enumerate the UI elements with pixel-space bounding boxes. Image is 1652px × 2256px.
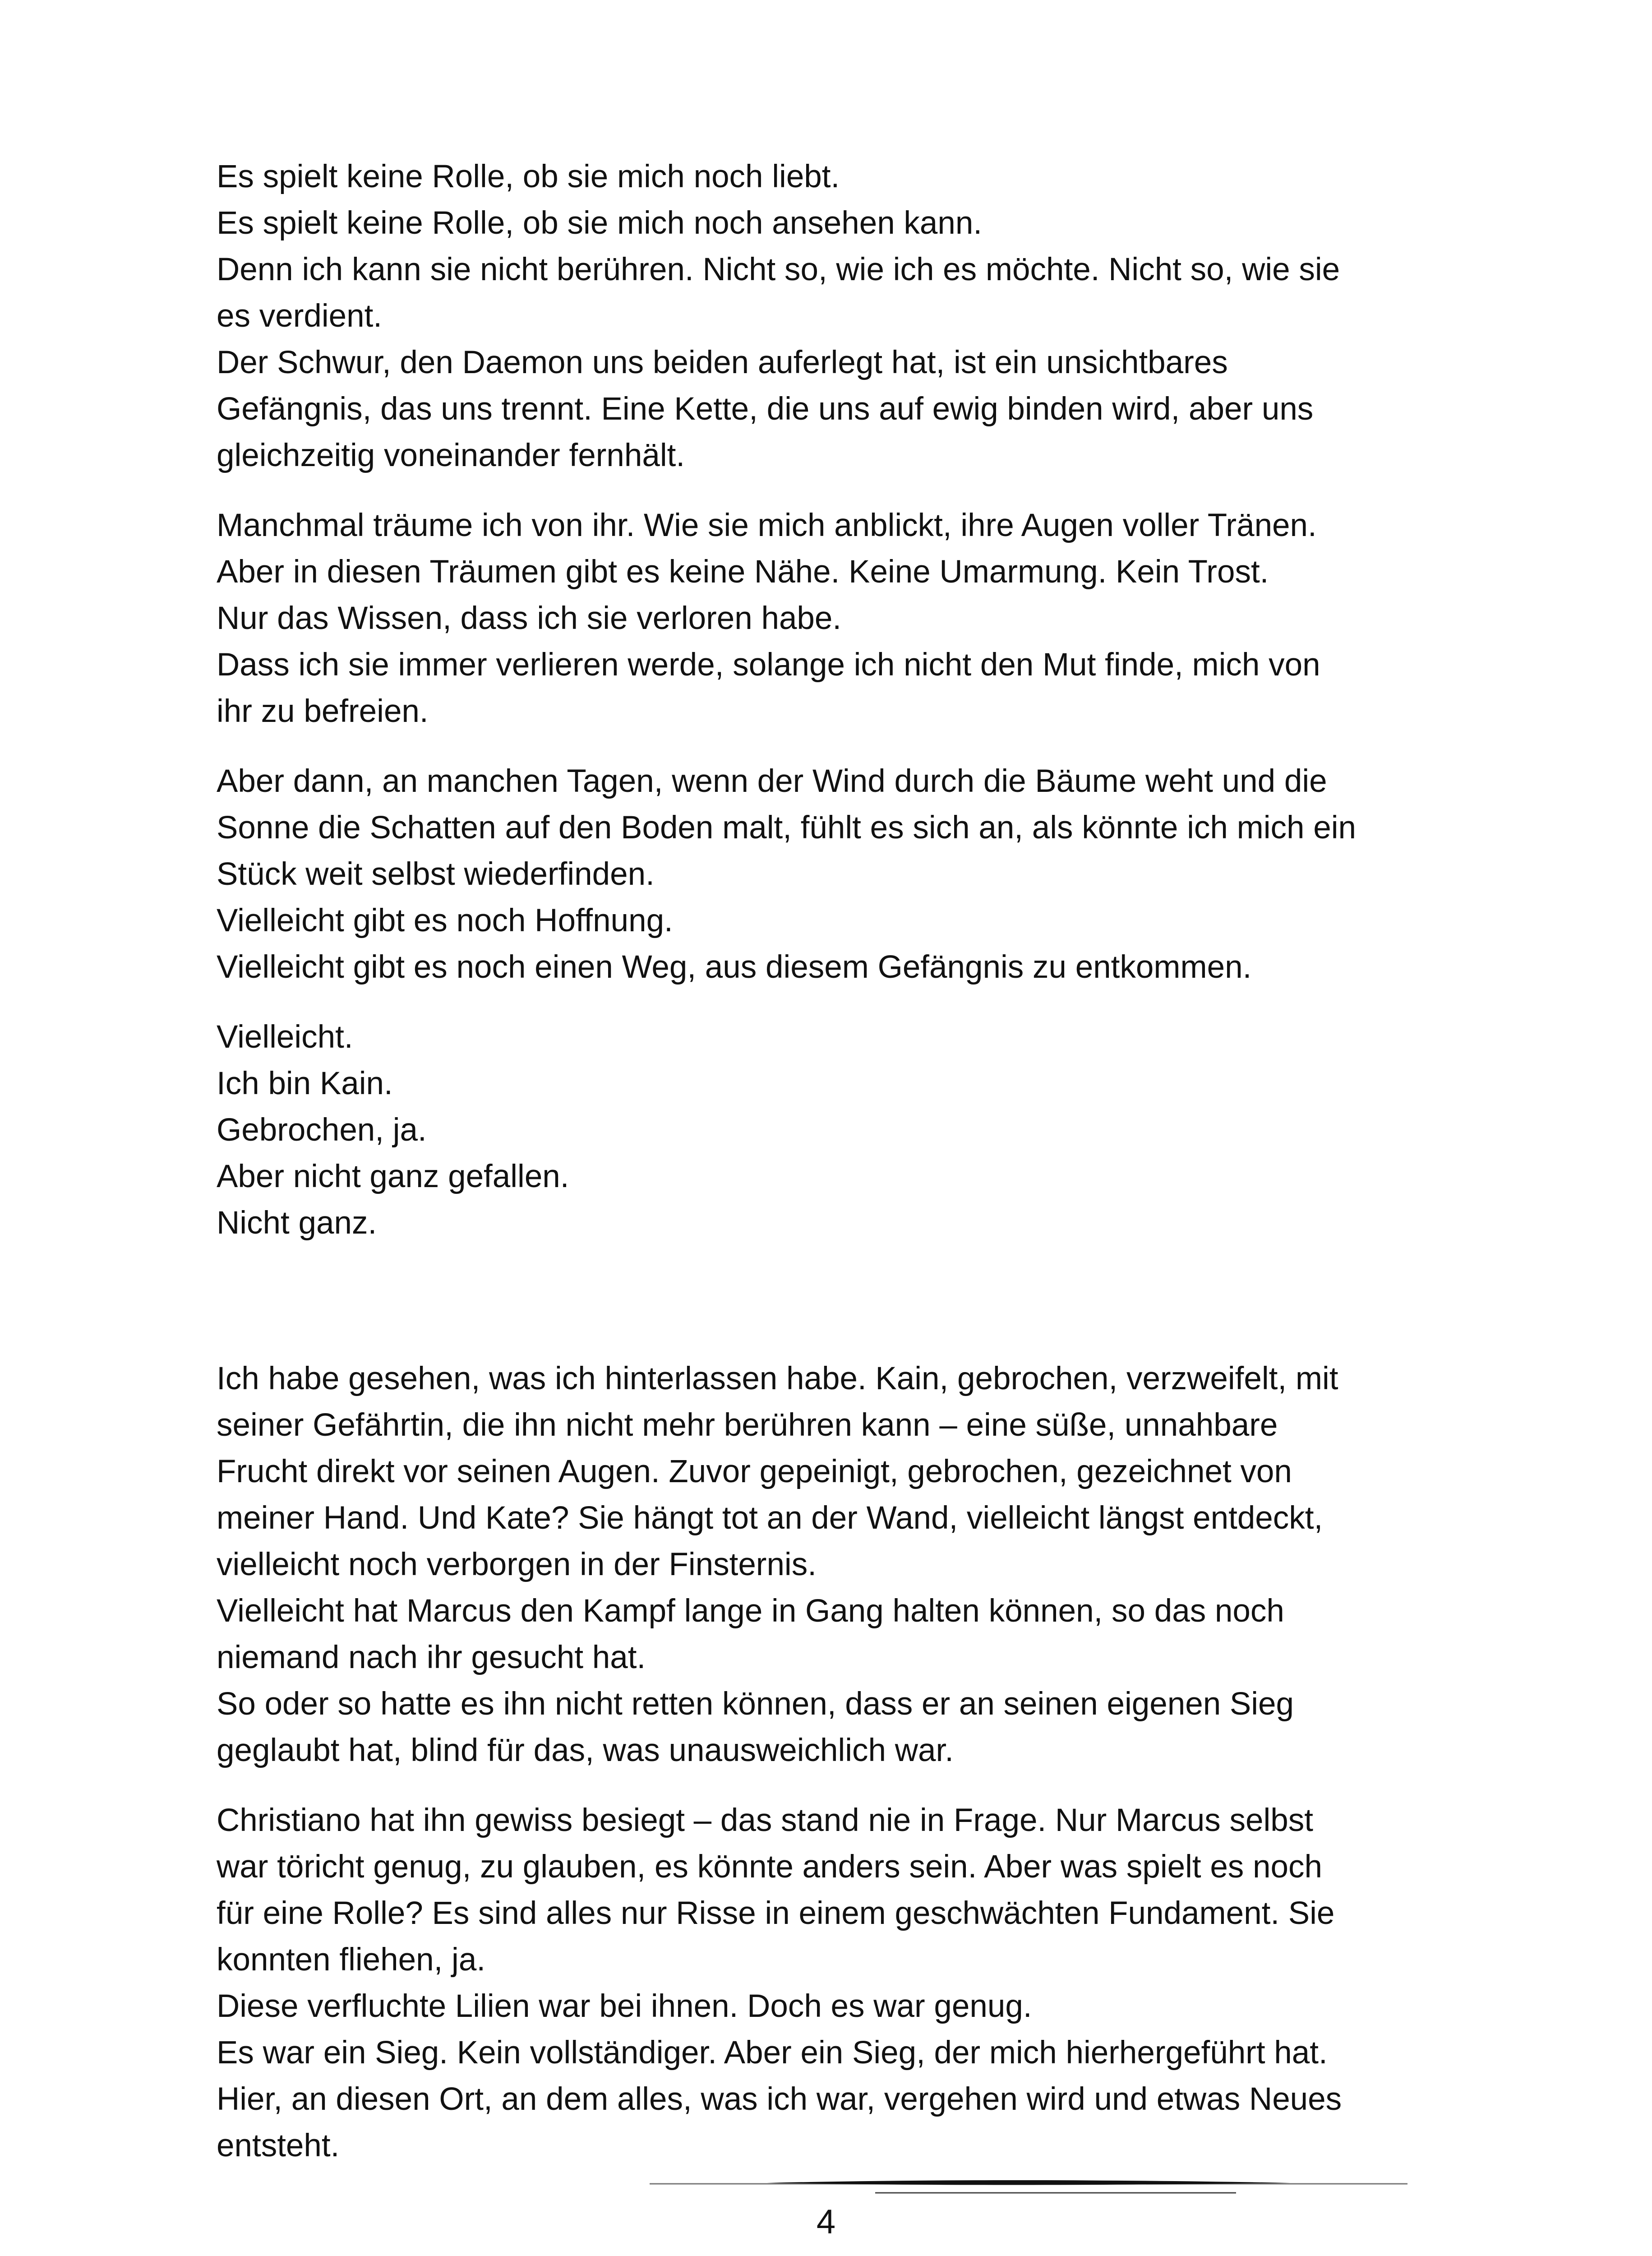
text-line: Manchmal träume ich von ihr. Wie sie mich anblickt, ihre Augen voller Tränen. [217,508,1317,543]
text-line: Nicht ganz. [217,1205,377,1241]
paragraph [217,1797,1453,2169]
text-line: seiner Gefährtin, die ihn nicht mehr berühren kann – eine süße, unnahbare [217,1407,1278,1443]
text-line: Der Schwur, den Daemon uns beiden auferlegt hat, ist ein unsichtbares [217,345,1228,380]
text-line: vielleicht noch verborgen in der Finsternis. [217,1547,817,1582]
text-line: Sonne die Schatten auf den Boden malt, fühlt es sich an, als könnte ich mich ein [217,810,1357,846]
text-line: war töricht genug, zu glauben, es könnte anders sein. Aber was spielt es noch [217,1849,1322,1885]
text-line: Vielleicht gibt es noch Hoffnung. [217,903,673,938]
text-line: konnten fliehen, ja. [217,1942,486,1978]
text-line: Hier, an diesen Ort, an dem alles, was ich war, vergehen wird und etwas Neues [217,2081,1342,2117]
text-line: Aber nicht ganz gefallen. [217,1159,569,1194]
text-line: Ich bin Kain. [217,1066,393,1101]
text-line: Frucht direkt vor seinen Augen. Zuvor gepeinigt, gebrochen, gezeichnet von [217,1454,1292,1489]
text-line: Gefängnis, das uns trennt. Eine Kette, die uns auf ewig binden wird, aber uns [217,391,1314,427]
text-line: Christiano hat ihn gewiss besiegt – das stand nie in Frage. Nur Marcus selbst [217,1803,1313,1838]
text-line: entsteht. [217,2128,340,2164]
text-line: geglaubt hat, blind für das, was unausweichlich war. [217,1733,954,1768]
text-line: Aber in diesen Träumen gibt es keine Nähe. Keine Umarmung. Kein Trost. [217,554,1269,590]
text-line: Vielleicht. [217,1019,353,1055]
paragraph [217,502,1453,735]
text-line: Diese verfluchte Lilien war bei ihnen. Doch es war genug. [217,1988,1032,2024]
text-line: meiner Hand. Und Kate? Sie hängt tot an der Wand, vielleicht längst entdeckt, [217,1500,1323,1536]
text-line: Es war ein Sieg. Kein vollständiger. Aber ein Sieg, der mich hierhergeführt hat. [217,2035,1328,2071]
footer-ornament-rule [650,2175,1407,2197]
paragraph [217,153,1453,479]
text-line: es verdient. [217,298,383,334]
text-line: Denn ich kann sie nicht berühren. Nicht so, wie ich es möchte. Nicht so, wie sie [217,252,1340,287]
paragraph [217,1355,1453,1774]
text-line: So oder so hatte es ihn nicht retten können, dass er an seinen eigenen Sieg [217,1686,1294,1722]
paragraph [217,1014,1453,1246]
text-line: Aber dann, an manchen Tagen, wenn der Wind durch die Bäume weht und die [217,763,1327,799]
text-line: Nur das Wissen, dass ich sie verloren habe. [217,601,842,636]
text-line: Dass ich sie immer verlieren werde, solange ich nicht den Mut finde, mich von [217,647,1320,683]
text-line: Vielleicht hat Marcus den Kampf lange in Gang halten können, so das noch [217,1593,1284,1629]
text-line: für eine Rolle? Es sind alles nur Risse in einem geschwächten Fundament. Sie [217,1895,1335,1931]
text-line: niemand nach ihr gesucht hat. [217,1640,646,1675]
page-number: 4 [816,2203,836,2241]
text-line: Ich habe gesehen, was ich hinterlassen habe. Kain, gebrochen, verzweifelt, mit [217,1361,1338,1396]
text-line: Gebrochen, ja. [217,1112,427,1148]
document-page [217,153,1453,2192]
section-break [217,1270,1453,1355]
text-line: Es spielt keine Rolle, ob sie mich noch liebt. [217,159,840,194]
text-line: gleichzeitig voneinander fernhält. [217,438,685,473]
text-line: Vielleicht gibt es noch einen Weg, aus diesem Gefängnis zu entkommen. [217,949,1252,985]
text-line: Es spielt keine Rolle, ob sie mich noch ansehen kann. [217,205,983,241]
text-line: ihr zu befreien. [217,693,429,729]
paragraph [217,758,1453,990]
text-line: Stück weit selbst wiederfinden. [217,856,655,892]
